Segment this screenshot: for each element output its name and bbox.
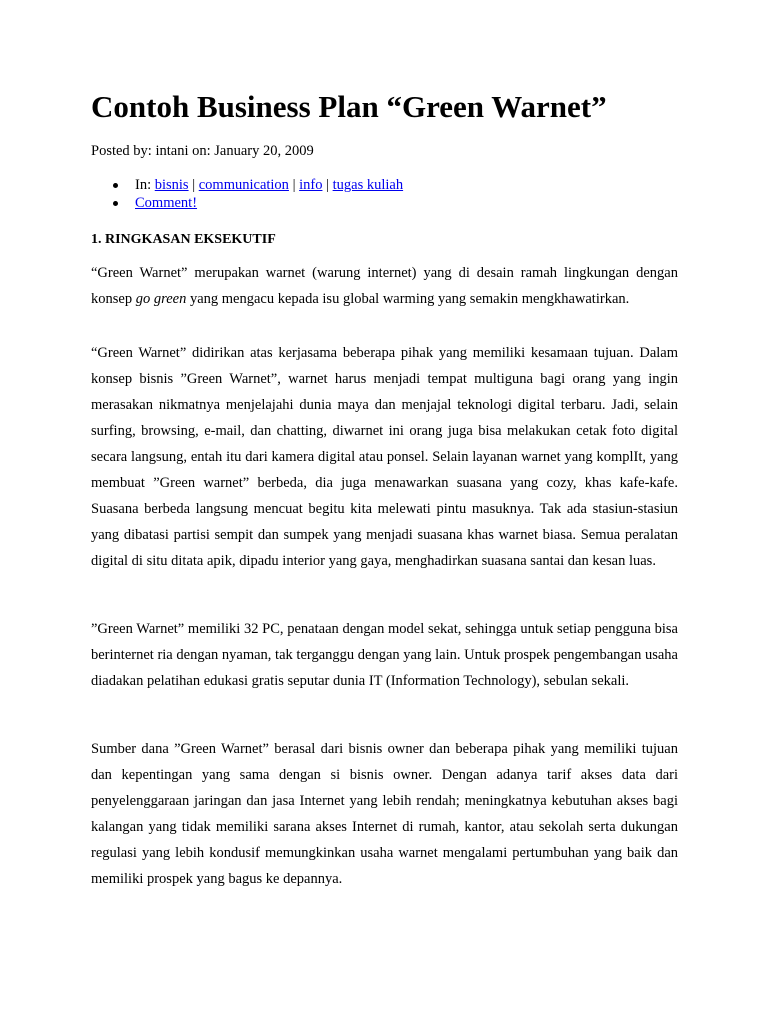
- paragraph-1-text-b: yang mengacu kepada isu global warming yang semakin mengkhawatirkan.: [186, 291, 630, 307]
- paragraph-2: “Green Warnet” didirikan atas kerjasama beberapa pihak yang memiliki kesamaan tujuan. Dalam konsep bisnis ”Green Warnet”, warnet harus menjadi tempat multiguna bagi orang yang ingin merasakan nikmatnya menjelajahi dunia maya dan menjajal teknologi digital terbaru. Jadi, selain surfing, browsing, e-mail, dan chatting, diwarnet ini orang juga bisa melakukan cetak foto digital secara langsung, entah itu dari kamera digital atau ponsel. Selain layanan warnet yang komplIt, yang membuat ”Green warnet” berbeda, dia juga menawarkan suasana yang cozy, khas kafe-kafe. Suasana berbeda langsung mencuat begitu kita melewati pintu masuknya. Tak ada stasiun-stasiun yang dibatasi partisi sempit dan sumpek yang menjadi suasana khas warnet biasa. Semua peralatan digital di situ ditata apik, dipadu interior yang gaya, menghadirkan suasana santai dan kesan luas.: [91, 345, 678, 569]
- post-author: intani: [155, 143, 189, 159]
- category-separator: |: [322, 177, 333, 193]
- paragraph-3: ”Green Warnet” memiliki 32 PC, penataan dengan model sekat, sehingga untuk setiap pengguna bisa berinternet ria dengan nyaman, tak terganggu dengan yang lain. Untuk prospek pengembangan usaha diadakan pelatihan edukasi gratis seputar dunia IT (Information Technology), sebulan sekali.: [91, 621, 678, 689]
- category-link-communication[interactable]: communication: [198, 177, 289, 193]
- category-separator: |: [188, 177, 199, 193]
- post-meta: [91, 141, 314, 161]
- categories-label: In:: [135, 177, 155, 193]
- page-title: Contoh Business Plan “Green Warnet”: [91, 89, 607, 124]
- paragraph-4: Sumber dana ”Green Warnet” berasal dari bisnis owner dan beberapa pihak yang memiliki tujuan dan kepentingan yang sama dengan si bisnis owner. Dengan adanya tarif akses data dari penyelenggaraan jaringan dan jasa Internet yang lebih rendah; meningkatnya kebutuhan akses bagi kalangan yang tidak memiliki sarana akses Internet di rumah, kantor, atau sekolah serta dukungan regulasi yang lebih kondusif memungkinkan usaha warnet mengalami pertumbuhan yang baik dan memiliki prospek yang bagus ke depannya.: [91, 741, 678, 887]
- bullet-icon: [113, 183, 118, 188]
- comment-link[interactable]: Comment!: [135, 195, 198, 211]
- paragraph-1: [91, 260, 678, 312]
- section-heading: 1. RINGKASAN EKSEKUTIF: [91, 232, 276, 247]
- posted-by-label: Posted by:: [91, 143, 156, 159]
- categories-item: [91, 176, 403, 194]
- bullet-icon: [113, 201, 118, 206]
- category-link-bisnis[interactable]: bisnis: [154, 177, 189, 193]
- post-date: January 20, 2009: [214, 143, 314, 159]
- comment-item: [91, 194, 403, 212]
- paragraph-1-text-a: “Green Warnet” merupakan warnet (warung internet) yang di desain ramah lingkungan dengan konsep: [91, 265, 678, 307]
- post-meta-list: [91, 176, 403, 212]
- category-link-info[interactable]: info: [299, 177, 323, 193]
- category-link-tugas-kuliah[interactable]: tugas kuliah: [332, 177, 404, 193]
- paragraph-1-emphasis: go green: [135, 291, 187, 307]
- posted-on-label: on:: [188, 143, 215, 159]
- category-separator: |: [288, 177, 300, 193]
